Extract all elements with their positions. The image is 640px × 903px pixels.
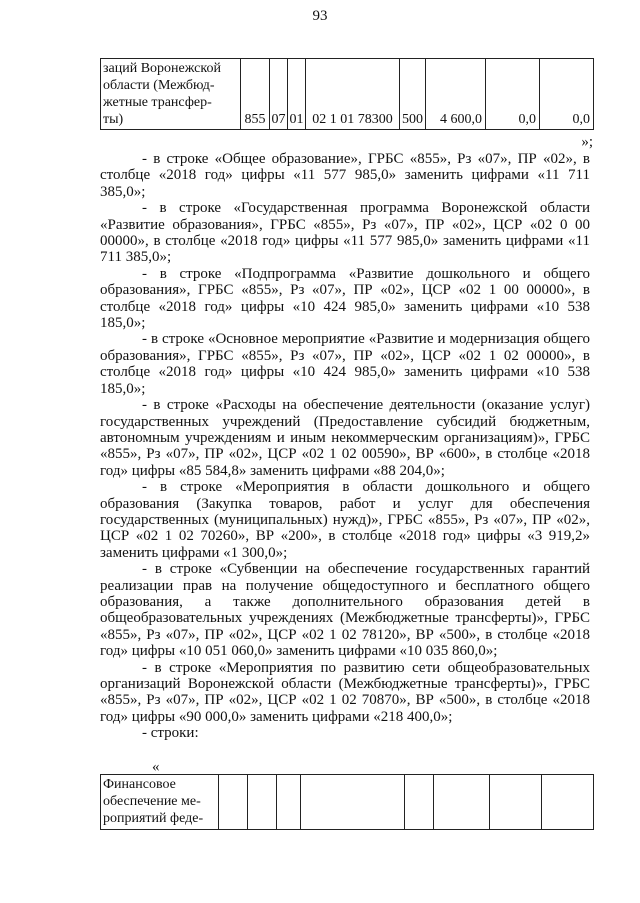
table-cell-empty	[434, 775, 490, 830]
table-cell-value: 0,0	[540, 59, 594, 130]
name-line: обеспечение ме-	[103, 794, 201, 809]
table-cell-empty	[301, 775, 405, 830]
table-cell-rz: 07	[270, 59, 288, 130]
name-line: области (Межбюд-	[103, 78, 215, 93]
table-cell-empty	[277, 775, 301, 830]
paragraph: - в строке «Государственная программа Воронежской области «Развитие образования», ГРБС «855», Рз «07», ПР «02», ЦСР «02 0 00 00000», в столбце «2018 год» цифры «11 577 985,0» заменить цифрами «11 711 385,0»;	[100, 200, 590, 266]
name-line: ты)	[103, 112, 124, 127]
name-line: заций Воронежской	[103, 61, 221, 76]
table-cell-csr: 02 1 01 78300	[306, 59, 400, 130]
paragraph: - в строке «Общее образование», ГРБС «855», Рз «07», ПР «02», в столбце «2018 год» цифры «11 577 985,0» заменить цифрами «11 711 385,0»;	[100, 151, 590, 200]
paragraph: - в строке «Основное мероприятие «Развитие и модернизация общего образования», ГРБС «855», Рз «07», ПР «02», ЦСР «02 1 02 00000», в столбце «2018 год» цифры «10 424 985,0» заменить цифрами «10 538 185,0»;	[100, 331, 590, 397]
paragraph: - в строке «Субвенции на обеспечение государственных гарантий реализации прав на получение общедоступного и бесплатного общего образования, а также дополнительного образования детей в общеобразовательных учреждениях (Межбюджетные трансферты)», ГРБС «855», Рз «07», ПР «02», ЦСР «02 1 02 78120», ВР «500», в столбце «2018 год» цифры «10 051 060,0» заменить цифрами «10 035 860,0»;	[100, 561, 590, 660]
table-cell-value: 4 600,0	[426, 59, 486, 130]
paragraph: - в строке «Мероприятия в области дошкольного и общего образования (Закупка товаров, работ и услуг для обеспечения государственных (муниципальных) нужд)», ГРБС «855», Рз «07», ПР «02», ЦСР «02 1 02 70260», ВР «200», в столбце «2018 год» цифры «3 919,2» заменить цифрами «1 300,0»;	[100, 479, 590, 561]
closing-quote: »;	[581, 134, 593, 150]
table-cell-empty	[405, 775, 434, 830]
paragraph: - в строке «Подпрограмма «Развитие дошкольного и общего образования», ГРБС «855», Рз «07», ПР «02», ЦСР «02 1 00 00000», в столбце «2018 год» цифры «10 424 985,0» заменить цифрами «10 538 185,0»;	[100, 265, 590, 332]
paragraph: - строки:	[142, 725, 199, 742]
table-cell-name	[101, 775, 219, 830]
paragraph: - в строке «Мероприятия по развитию сети общеобразовательных организаций Воронежской области (Межбюджетные трансферты)», ГРБС «855», Рз «07», ПР «02», ЦСР «02 1 02 70870», ВР «500», в столбце «2018 год» цифры «90 000,0» заменить цифрами «218 400,0»;	[100, 659, 590, 725]
table-cell-empty	[542, 775, 594, 830]
paragraph: - в строке «Расходы на обеспечение деятельности (оказание услуг) государственных учреждений (Предоставление субсидий бюджетным, автономным учреждениям и иным некоммерческим организациям)», ГРБС «855», Рз «07», ПР «02», ЦСР «02 1 02 00590», ВР «600», в столбце «2018 год» цифры «85 584,8» заменить цифрами «88 204,0»;	[100, 397, 590, 479]
table-cell-empty	[248, 775, 277, 830]
budget-table-top	[100, 58, 594, 130]
page-number: 93	[312, 8, 328, 24]
budget-table-bottom	[100, 774, 594, 830]
opening-quote: «	[152, 759, 160, 775]
table-cell-empty	[490, 775, 542, 830]
name-line: Финансовое	[103, 777, 176, 792]
table-cell-vr: 500	[400, 59, 426, 130]
table-cell-name	[101, 59, 241, 130]
table-cell-empty	[219, 775, 248, 830]
name-line: роприятий феде-	[103, 811, 204, 826]
name-line: жетные трансфер-	[103, 95, 212, 110]
table-cell-value: 0,0	[486, 59, 540, 130]
table-cell-pr: 01	[288, 59, 306, 130]
table-cell-grbs: 855	[241, 59, 270, 130]
document-body	[100, 151, 590, 742]
